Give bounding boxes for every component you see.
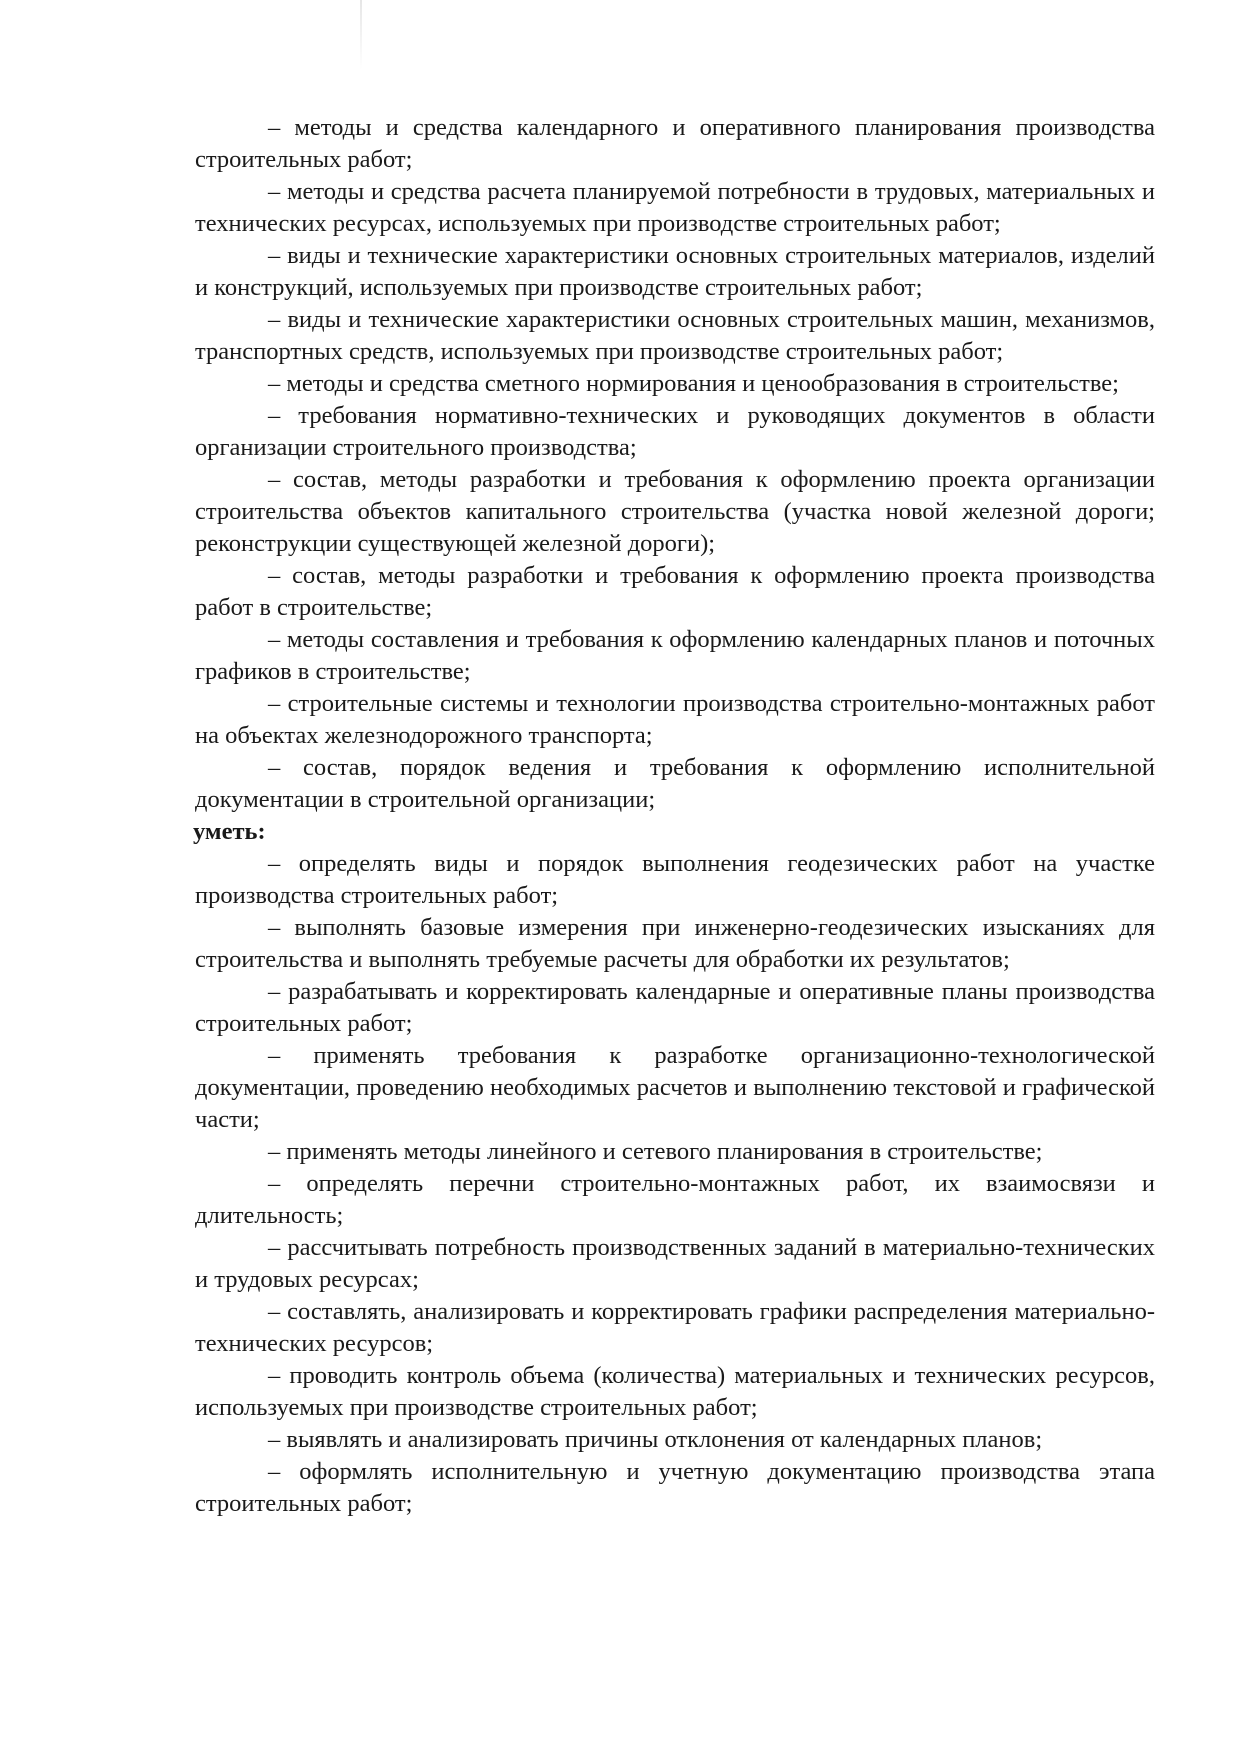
document-page bbox=[195, 112, 1155, 1520]
list-item: – определять виды и порядок выполнения геодезических работ на участке производства строительных работ; bbox=[195, 850, 1155, 909]
list-item: – рассчитывать потребность производственных заданий в материально-технических и трудовых ресурсах; bbox=[195, 1234, 1155, 1293]
skills-list bbox=[195, 848, 1155, 1520]
list-item: – состав, методы разработки и требования к оформлению проекта организации строительства объектов капитального строительства (участка новой железной дороги; реконструкции существующей железной дороги); bbox=[195, 466, 1155, 557]
list-item: – методы составления и требования к оформлению календарных планов и поточных графиков в строительстве; bbox=[195, 626, 1155, 685]
list-item: – применять требования к разработке организационно-технологической документации, проведению необходимых расчетов и выполнению текстовой и графической части; bbox=[195, 1042, 1155, 1133]
section-heading-skills: уметь: bbox=[193, 818, 266, 845]
list-item: – выполнять базовые измерения при инженерно-геодезических изысканиях для строительства и выполнять требуемые расчеты для обработки их результатов; bbox=[195, 914, 1155, 973]
list-item: – виды и технические характеристики основных строительных машин, механизмов, транспортных средств, используемых при производстве строительных работ; bbox=[195, 306, 1155, 365]
list-item: – применять методы линейного и сетевого планирования в строительстве; bbox=[268, 1138, 1043, 1165]
list-item: – оформлять исполнительную и учетную документацию производства этапа строительных работ; bbox=[195, 1458, 1155, 1517]
list-item: – требования нормативно-технических и руководящих документов в области организации строительного производства; bbox=[195, 402, 1155, 461]
list-item: – методы и средства расчета планируемой потребности в трудовых, материальных и технических ресурсах, используемых при производстве строительных работ; bbox=[195, 178, 1155, 237]
list-item: – выявлять и анализировать причины отклонения от календарных планов; bbox=[268, 1426, 1043, 1453]
list-item: – строительные системы и технологии производства строительно-монтажных работ на объектах железнодорожного транспорта; bbox=[195, 690, 1155, 749]
list-item: – методы и средства сметного нормирования и ценообразования в строительстве; bbox=[268, 370, 1119, 397]
list-item: – состав, методы разработки и требования к оформлению проекта производства работ в строительстве; bbox=[195, 562, 1155, 621]
list-item: – проводить контроль объема (количества) материальных и технических ресурсов, используемых при производстве строительных работ; bbox=[195, 1362, 1155, 1421]
list-item: – разрабатывать и корректировать календарные и оперативные планы производства строительных работ; bbox=[195, 978, 1155, 1037]
list-item: – определять перечни строительно-монтажных работ, их взаимосвязи и длительность; bbox=[195, 1170, 1155, 1229]
list-item: – составлять, анализировать и корректировать графики распределения материально-технических ресурсов; bbox=[195, 1298, 1155, 1357]
list-item: – состав, порядок ведения и требования к оформлению исполнительной документации в строительной организации; bbox=[195, 754, 1155, 813]
scan-artifact bbox=[360, 0, 362, 70]
list-item: – методы и средства календарного и оперативного планирования производства строительных работ; bbox=[195, 114, 1155, 173]
know-list bbox=[195, 112, 1155, 816]
list-item: – виды и технические характеристики основных строительных материалов, изделий и конструкций, используемых при производстве строительных работ; bbox=[195, 242, 1155, 301]
